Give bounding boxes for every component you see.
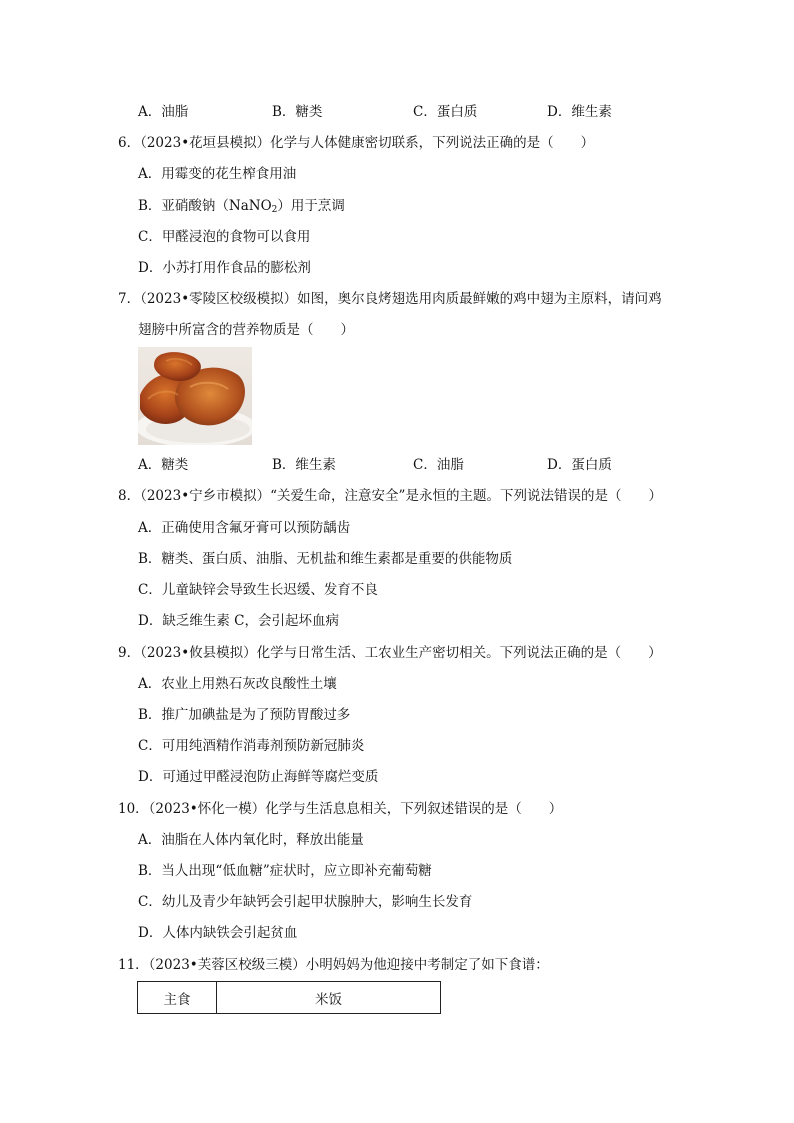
q7-stem-line2: 翅膀中所富含的营养物质是（ ）	[138, 322, 354, 338]
q8-option-c: C．儿童缺锌会导致生长迟缓、发育不良	[138, 582, 378, 598]
q5-option-a: A．油脂	[138, 104, 189, 120]
q8-option-a: A．正确使用含氟牙膏可以预防龋齿	[138, 520, 351, 536]
menu-table-value: 米饭	[315, 991, 342, 1008]
q10-option-d: D．人体内缺铁会引起贫血	[138, 925, 298, 941]
menu-table	[137, 981, 441, 1014]
q9-option-a: A．农业上用熟石灰改良酸性土壤	[138, 676, 337, 692]
q6-option-d: D．小苏打用作食品的膨松剂	[138, 260, 311, 276]
q6-stem: 6．（2023•花垣县模拟）化学与人体健康密切联系，下列说法正确的是（ ）	[118, 135, 595, 151]
q10-option-b: B．当人出现“低血糖”症状时，应立即补充葡萄糖	[138, 863, 432, 879]
q6-option-a: A．用霉变的花生榨食用油	[138, 166, 297, 182]
q9-option-d: D．可通过甲醛浸泡防止海鲜等腐烂变质	[138, 769, 379, 785]
q10-option-a: A．油脂在人体内氧化时，释放出能量	[138, 832, 364, 848]
q5-option-c: C．蛋白质	[413, 104, 478, 120]
q9-option-c: C．可用纯酒精作消毒剂预防新冠肺炎	[138, 738, 365, 754]
q8-option-d: D．缺乏维生素 C，会引起坏血病	[138, 613, 339, 629]
q9-option-b: B．推广加碘盐是为了预防胃酸过多	[138, 707, 351, 723]
q5-option-b: B．糖类	[272, 104, 323, 120]
menu-table-label: 主食	[138, 982, 217, 1013]
q9-stem: 9．（2023•攸县模拟）化学与日常生活、工农业生产密切相关。下列说法正确的是（ ）	[118, 645, 662, 661]
q7-option-b: B．维生素	[272, 457, 336, 473]
q11-stem: 11．（2023•芙蓉区校级三模）小明妈妈为他迎接中考制定了如下食谱：	[118, 957, 549, 973]
q10-option-c: C．幼儿及青少年缺钙会引起甲状腺肿大，影响生长发育	[138, 894, 473, 910]
q7-stem-line1: 7．（2023•零陵区校级模拟）如图，奥尔良烤翅选用肉质最鲜嫩的鸡中翅为主原料，请问鸡	[118, 291, 662, 307]
q6-option-b: B．亚硝酸钠（NaNO$_2$）用于烹调	[138, 198, 345, 215]
q10-stem: 10．（2023•怀化一模）化学与生活息息相关，下列叙述错误的是（ ）	[118, 801, 563, 817]
q6-option-c: C．甲醛浸泡的食物可以食用	[138, 229, 311, 245]
q7-option-a: A．糖类	[138, 457, 189, 473]
q7-option-c: C．油脂	[413, 457, 464, 473]
q7-option-d: D．蛋白质	[547, 457, 612, 473]
q5-option-d: D．维生素	[547, 104, 612, 120]
chicken-wings-image	[138, 347, 252, 445]
q8-stem: 8．（2023•宁乡市模拟）“关爱生命，注意安全”是永恒的主题。下列说法错误的是（ ）	[118, 488, 662, 504]
q8-option-b: B．糖类、蛋白质、油脂、无机盐和维生素都是重要的供能物质	[138, 551, 513, 567]
